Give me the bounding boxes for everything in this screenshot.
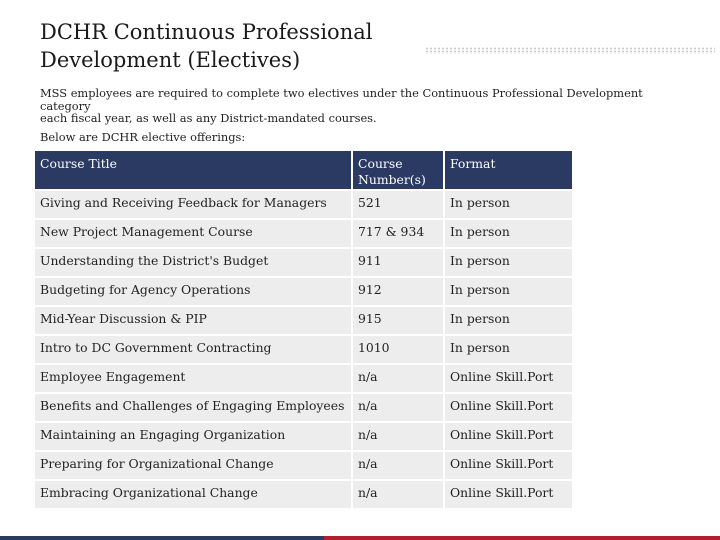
course-title-cell: New Project Management Course (35, 220, 351, 247)
course-title-cell: Maintaining an Engaging Organization (35, 423, 351, 450)
course-number-cell: n/a (353, 423, 443, 450)
course-format-cell: In person (445, 220, 572, 247)
slide-title-line-1: DCHR Continuous Professional (40, 20, 373, 44)
course-format-cell: Online Skill.Port (445, 365, 572, 392)
table-row (35, 481, 572, 508)
decorative-dotted-rule (425, 47, 715, 54)
course-number-cell: n/a (353, 481, 443, 508)
table-row (35, 307, 572, 334)
course-format-cell: Online Skill.Port (445, 394, 572, 421)
course-number-cell: 1010 (353, 336, 443, 363)
course-number-cell: 717 & 934 (353, 220, 443, 247)
course-number-cell: n/a (353, 394, 443, 421)
table-row (35, 336, 572, 363)
course-title-cell: Employee Engagement (35, 365, 351, 392)
course-title-cell: Giving and Receiving Feedback for Managers (35, 191, 351, 218)
course-format-cell: In person (445, 249, 572, 276)
slide-title-line-2: Development (Electives) (40, 48, 301, 72)
course-number-cell: 915 (353, 307, 443, 334)
course-format-cell: Online Skill.Port (445, 452, 572, 479)
column-header-course-title: Course Title (35, 151, 351, 189)
intro-paragraph (40, 87, 690, 125)
table-row (35, 365, 572, 392)
table-header-row (35, 151, 572, 189)
course-title-cell: Understanding the District's Budget (35, 249, 351, 276)
course-number-cell: n/a (353, 452, 443, 479)
course-title-cell: Embracing Organizational Change (35, 481, 351, 508)
course-title-cell: Preparing for Organizational Change (35, 452, 351, 479)
table-row (35, 394, 572, 421)
column-header-format: Format (445, 151, 572, 189)
course-number-cell: 912 (353, 278, 443, 305)
course-format-cell: In person (445, 307, 572, 334)
course-title-cell: Mid-Year Discussion & PIP (35, 307, 351, 334)
footer-accent-bar (0, 536, 720, 540)
intro-line-1: MSS employees are required to complete two electives under the Continuous Professional Development category (40, 86, 643, 113)
table-row (35, 452, 572, 479)
table-row (35, 191, 572, 218)
course-title-cell: Intro to DC Government Contracting (35, 336, 351, 363)
course-number-cell: 521 (353, 191, 443, 218)
course-format-cell: In person (445, 278, 572, 305)
course-format-cell: Online Skill.Port (445, 423, 572, 450)
table-row (35, 220, 572, 247)
table-row (35, 249, 572, 276)
course-number-cell: 911 (353, 249, 443, 276)
column-header-course-number: Course Number(s) (353, 151, 443, 189)
course-format-cell: In person (445, 336, 572, 363)
course-format-cell: In person (445, 191, 572, 218)
course-title-cell: Benefits and Challenges of Engaging Employees (35, 394, 351, 421)
electives-table (33, 149, 574, 510)
course-number-cell: n/a (353, 365, 443, 392)
table-row (35, 278, 572, 305)
slide-title (40, 18, 372, 74)
course-title-cell: Budgeting for Agency Operations (35, 278, 351, 305)
table-row (35, 423, 572, 450)
course-format-cell: Online Skill.Port (445, 481, 572, 508)
table-caption: Below are DCHR elective offerings: (40, 130, 246, 144)
intro-line-2: each fiscal year, as well as any District-mandated courses. (40, 111, 377, 125)
